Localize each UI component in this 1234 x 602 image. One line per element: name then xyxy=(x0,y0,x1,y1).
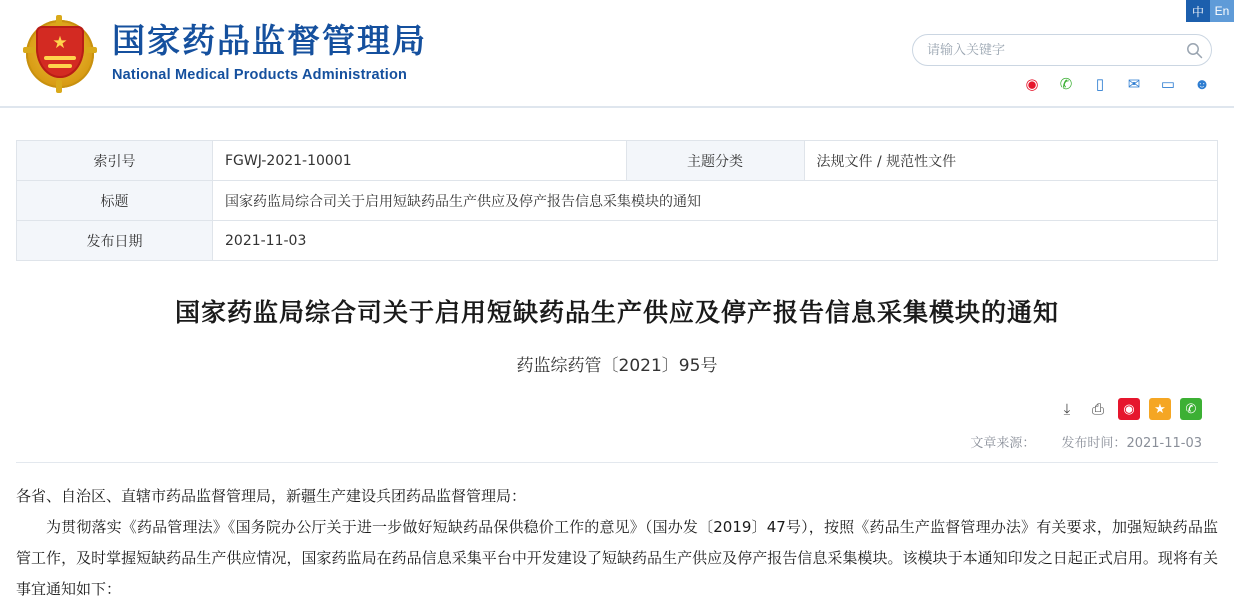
article-actions[interactable] xyxy=(16,398,1218,420)
topic-category-value: 法规文件 / 规范性文件 xyxy=(804,141,1218,181)
paragraph-salutation: 各省、自治区、直辖市药品监督管理局，新疆生产建设兵团药品监督管理局： xyxy=(16,487,527,505)
share-weibo-icon[interactable]: ◉ xyxy=(1118,398,1140,420)
document-metadata-table xyxy=(16,140,1218,261)
article-body xyxy=(16,481,1218,602)
index-number-value: FGWJ-2021-10001 xyxy=(213,141,627,181)
social-links[interactable] xyxy=(1022,74,1212,94)
site-title-en: National Medical Products Administration xyxy=(112,67,408,83)
monitor-icon[interactable]: ▭ xyxy=(1160,75,1176,93)
wechat-icon[interactable]: ✆ xyxy=(1059,75,1073,93)
table-row xyxy=(17,221,1218,261)
emblem-bar xyxy=(48,64,72,68)
site-header xyxy=(0,0,1234,108)
weibo-icon[interactable]: ◉ xyxy=(1025,75,1039,93)
site-title-cn: 国家药品监督管理局 xyxy=(112,21,427,60)
language-option-zh[interactable]: 中 xyxy=(1186,0,1210,22)
index-number-label: 索引号 xyxy=(17,141,213,181)
mail-icon[interactable]: ✉ xyxy=(1127,75,1141,93)
star-icon: ★ xyxy=(52,33,68,52)
table-row xyxy=(17,141,1218,181)
title-value: 国家药监局综合司关于启用短缺药品生产供应及停产报告信息采集模块的通知 xyxy=(213,181,1218,221)
page-content xyxy=(0,140,1234,602)
gear-tooth xyxy=(84,47,97,53)
site-title[interactable] xyxy=(112,22,427,83)
paragraph-1: 为贯彻落实《药品管理法》《国务院办公厅关于进一步做好短缺药品保供稳价工作的意见》（国办发〔2019〕47号），按照《药品生产监督管理办法》有关要求，加强短缺药品监管工作，及时掌握短缺药品生产供应情况，国家药监局在药品信息采集平台中开发建设了短缺药品生产供应及停产报告信息采集模块。该模块于本通知印发之日起正式启用。现将有关事宜通知如下： xyxy=(16,518,1218,598)
mobile-icon[interactable]: ▯ xyxy=(1095,75,1105,93)
divider xyxy=(16,462,1218,463)
document-number: 药监综药管〔2021〕95号 xyxy=(516,356,718,376)
language-switcher[interactable] xyxy=(1186,0,1234,22)
search-input[interactable] xyxy=(913,43,1177,58)
print-icon[interactable]: ⎙ xyxy=(1091,400,1104,418)
gear-tooth xyxy=(23,47,36,53)
search-icon[interactable] xyxy=(1177,35,1211,65)
user-icon[interactable]: ☻ xyxy=(1194,75,1210,93)
emblem-graphic xyxy=(22,16,98,92)
article-meta xyxy=(16,432,1218,451)
download-icon[interactable]: ⤓ xyxy=(1063,400,1071,418)
publish-date-value: 2021-11-03 xyxy=(213,221,1218,261)
national-emblem-logo[interactable] xyxy=(22,16,100,94)
title-label: 标题 xyxy=(17,181,213,221)
publish-date-label: 发布日期 xyxy=(17,221,213,261)
share-wechat-icon[interactable]: ✆ xyxy=(1180,398,1202,420)
favorite-star-icon[interactable]: ★ xyxy=(1149,398,1171,420)
topic-category-label: 主题分类 xyxy=(626,141,804,181)
language-option-en[interactable]: En xyxy=(1210,0,1234,22)
table-row xyxy=(17,181,1218,221)
article-source: 文章来源： xyxy=(970,436,1036,451)
article-publish-time: 发布时间：2021-11-03 xyxy=(1061,436,1202,451)
search-box[interactable] xyxy=(912,34,1212,66)
gear-tooth xyxy=(56,80,62,93)
page-title: 国家药监局综合司关于启用短缺药品生产供应及停产报告信息采集模块的通知 xyxy=(174,298,1059,327)
emblem-bar xyxy=(44,56,76,60)
